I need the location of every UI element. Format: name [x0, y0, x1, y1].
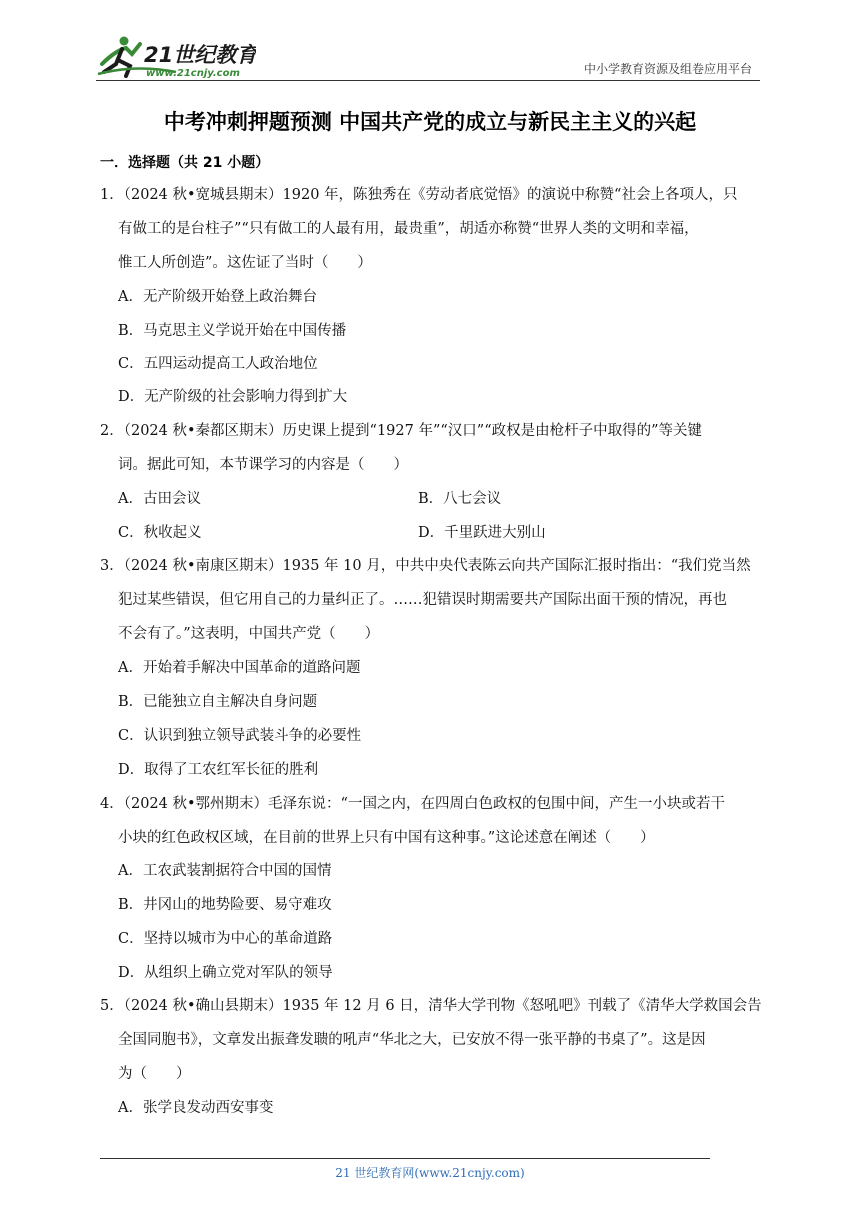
- question-text-line: 5．（2024 秋•确山县期末）1935 年 12 月 6 日，清华大学刊物《怒吼吧》刊载了《清华大学救国会告: [100, 998, 762, 1014]
- header-divider: [96, 80, 760, 81]
- page-title: 中考冲刺押题预测 中国共产党的成立与新民主主义的兴起: [163, 110, 697, 134]
- option-b[interactable]: B．井冈山的地势险要、易守难攻: [118, 897, 332, 913]
- platform-name: 中小学教育资源及组卷应用平台: [583, 62, 752, 76]
- question-text-line: 3．（2024 秋•南康区期末）1935 年 10 月，中共中央代表陈云向共产国际汇报时指出：“我们党当然: [100, 558, 751, 574]
- option-d[interactable]: D．取得了工农红军长征的胜利: [118, 762, 319, 778]
- section-heading: 一．选择题（共 21 小题）: [100, 155, 270, 171]
- option-a[interactable]: A．工农武装割据符合中国的国情: [118, 863, 332, 879]
- option-c[interactable]: C．坚持以城市为中心的革命道路: [118, 931, 333, 947]
- question-text-line: 不会有了。”这表明，中国共产党（ ）: [118, 626, 380, 642]
- option-a[interactable]: A．张学良发动西安事变: [118, 1100, 274, 1116]
- option-b[interactable]: B．已能独立自主解决自身问题: [118, 694, 318, 710]
- option-c[interactable]: C．五四运动提高工人政治地位: [118, 356, 318, 372]
- option-d[interactable]: D．千里跃进大别山: [418, 525, 546, 541]
- question-text-line: 小块的红色政权区域，在目前的世界上只有中国有这种事。”这论述意在阐述（ ）: [118, 830, 655, 846]
- option-c[interactable]: C．秋收起义: [118, 525, 202, 541]
- question-text-line: 词。据此可知，本节课学习的内容是（ ）: [118, 457, 408, 473]
- option-d[interactable]: D．无产阶级的社会影响力得到扩大: [118, 389, 348, 405]
- question-text-line: 惟工人所创造”。这佐证了当时（ ）: [118, 255, 372, 271]
- runner-logo-icon: [96, 34, 256, 80]
- option-b[interactable]: B．八七会议: [418, 491, 502, 507]
- question-text-line: 2．（2024 秋•秦都区期末）历史课上提到“1927 年”“汉口”“政权是由枪杆子中取得的”等关键: [100, 423, 703, 439]
- option-a[interactable]: A．无产阶级开始登上政治舞台: [118, 289, 317, 305]
- question-text-line: 全国同胞书》，文章发出振聋发聩的吼声“华北之大，已安放不得一张平静的书桌了”。这是因: [118, 1032, 706, 1048]
- option-d[interactable]: D．从组织上确立党对军队的领导: [118, 965, 333, 981]
- option-b[interactable]: B．马克思主义学说开始在中国传播: [118, 323, 347, 339]
- question-text-line: 4．（2024 秋•鄂州期末）毛泽东说：“一国之内，在四周白色政权的包围中间，产生一小块或若干: [100, 796, 725, 812]
- logo-url: www.21cnjy.com: [146, 68, 240, 79]
- option-c[interactable]: C．认识到独立领导武装斗争的必要性: [118, 728, 362, 744]
- option-a[interactable]: A．开始着手解决中国革命的道路问题: [118, 660, 361, 676]
- question-text-line: 犯过某些错误，但它用自己的力量纠正了。……犯错误时期需要共产国际出面干预的情况，再也: [118, 592, 727, 608]
- option-a[interactable]: A．古田会议: [118, 491, 201, 507]
- site-logo: [96, 34, 256, 80]
- logo-text: 21世纪教育: [144, 43, 256, 67]
- footer-divider: [100, 1158, 710, 1159]
- question-text-line: 有做工的是台柱子”“只有做工的人最有用，最贵重”，胡适亦称赞“世界人类的文明和幸福，: [118, 221, 699, 237]
- question-text-line: 1．（2024 秋•宽城县期末）1920 年，陈独秀在《劳动者底觉悟》的演说中称赞“社会上各项人，只: [100, 187, 738, 203]
- question-text-line: 为（ ）: [118, 1066, 191, 1082]
- footer-link[interactable]: 21 世纪教育网(www.21cnjy.com): [335, 1166, 525, 1180]
